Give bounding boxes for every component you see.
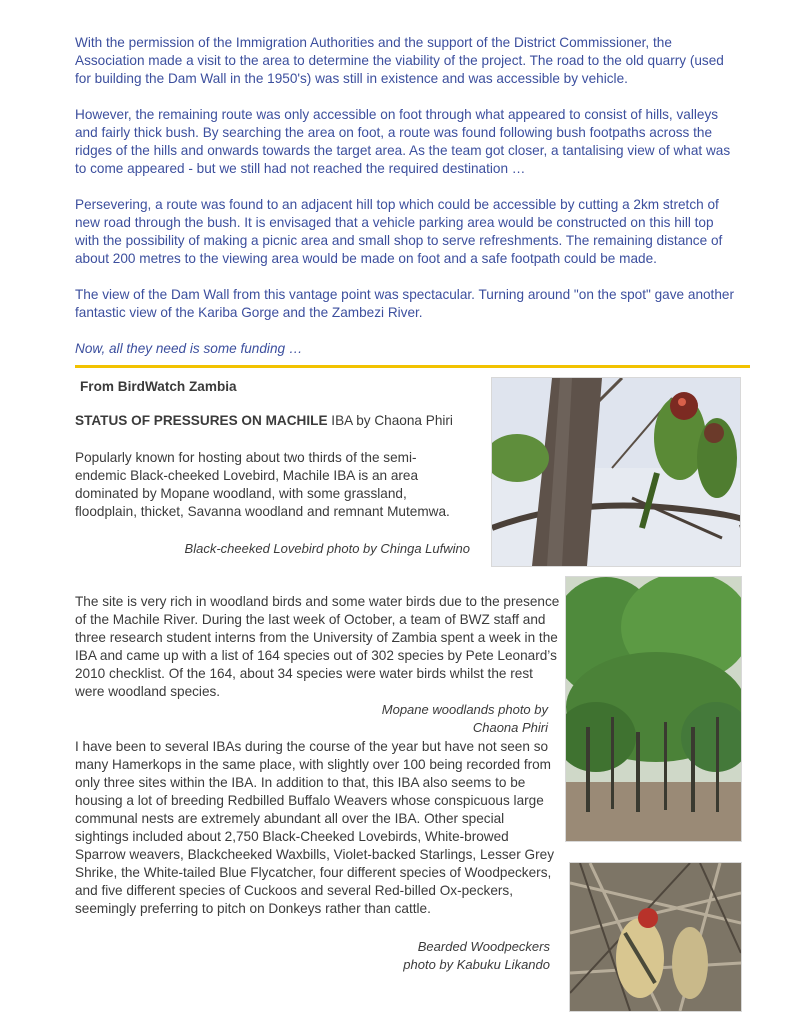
mopane-woodland-photo <box>565 576 742 842</box>
article-title-caps: STATUS OF PRESSURES ON MACHILE <box>75 413 328 428</box>
article-title <box>75 412 495 430</box>
woodpecker-photo <box>569 862 742 1012</box>
caption-mopane-line2: Chaona Phiri <box>472 720 548 735</box>
caption-lovebird: Black-cheeked Lovebird photo by Chinga Lufwino <box>184 541 470 556</box>
paragraph-route-on-foot: However, the remaining route was only accessible on foot through what appeared to consist of hills, valleys and fairly thick bush. By searching the area on foot, a route was found following bush footpaths across the ridges of the hills and onwards towards the target area. As the team got closer, a tantalising view of what was to come appeared - but we still had not reached the required destination … <box>75 107 731 176</box>
lovebird-photo <box>491 377 741 567</box>
caption-woodpecker-line2: photo by Kabuku Likando <box>403 957 550 972</box>
paragraph-site: The site is very rich in woodland birds and some water birds due to the presence of the Machile River. During the last week of October, a team of BWZ staff and three research student interns from the University of Zambia spent a week in the IBA and came up with a list of 164 species out of 302 species by Pete Leonard’s 2010 checklist. Of the 164, about 34 species were water birds whilst the rest were woodland species. <box>75 594 560 699</box>
closing-line: Now, all they need is some funding … <box>75 341 303 356</box>
caption-mopane <box>300 701 548 737</box>
caption-mopane-line1: Mopane woodlands photo by <box>381 702 548 717</box>
caption-woodpecker-line1: Bearded Woodpeckers <box>417 939 550 954</box>
section-divider <box>75 365 750 368</box>
paragraph-persevering: Persevering, a route was found to an adjacent hill top which could be accessible by cutting a 2km stretch of new road through the bush. It is envisaged that a vehicle parking area would be constructed on this hill top with the possibility of making a picnic area and small shop to serve refreshments. The remaining distance of about 200 metres to the viewing area would be made on foot and a safe footpath could be made. <box>75 197 723 266</box>
paragraph-view: The view of the Dam Wall from this vantage point was spectacular. Turning around "on the spot" gave another fantastic view of the Kariba Gorge and the Zambezi River. <box>75 287 734 320</box>
paragraph-hamerkops: I have been to several IBAs during the course of the year but have not seen so many Hamerkops in the same place, with slightly over 100 being recorded from only three sites within the IBA. In addition to that, this IBA also seems to be housing a lot of breeding Redbilled Buffalo Weavers whose conspicuous large communal nests are extremely abundant all over the IBA. Other special sightings included about 2,750 Black-Cheeked Lovebirds, White-browed <box>75 739 552 844</box>
caption-woodpecker <box>300 938 550 974</box>
source-heading: From BirdWatch Zambia <box>80 379 237 394</box>
paragraph-permission: With the permission of the Immigration Authorities and the support of the District Commissioner, the Association made a visit to the area to determine the viability of the project. The road to the old quarry (used for building the Dam Wall in the 1950's) was still in existence and was accessible by vehicle. <box>75 35 724 86</box>
article-title-byline: IBA by Chaona Phiri <box>327 413 453 428</box>
paragraph-intro: Popularly known for hosting about two thirds of the semi-endemic Black-cheeked Lovebird, Machile IBA is an area dominated by Mopane woodland, with some grassland, floodplain, thicket, Savanna woodland and remnant Mutemwa. <box>75 450 450 519</box>
paragraph-sparrow-weavers: Sparrow weavers, Blackcheeked Waxbills, Violet-backed Starlings, Lesser Grey Shrike, the White-tailed Blue Flycatcher, four different species of Woodpeckers, and five different species of Cuckoos and several Red-billed Ox-peckers, seemingly preferring to pitch on Donkeys rather than cattle. <box>75 847 555 916</box>
